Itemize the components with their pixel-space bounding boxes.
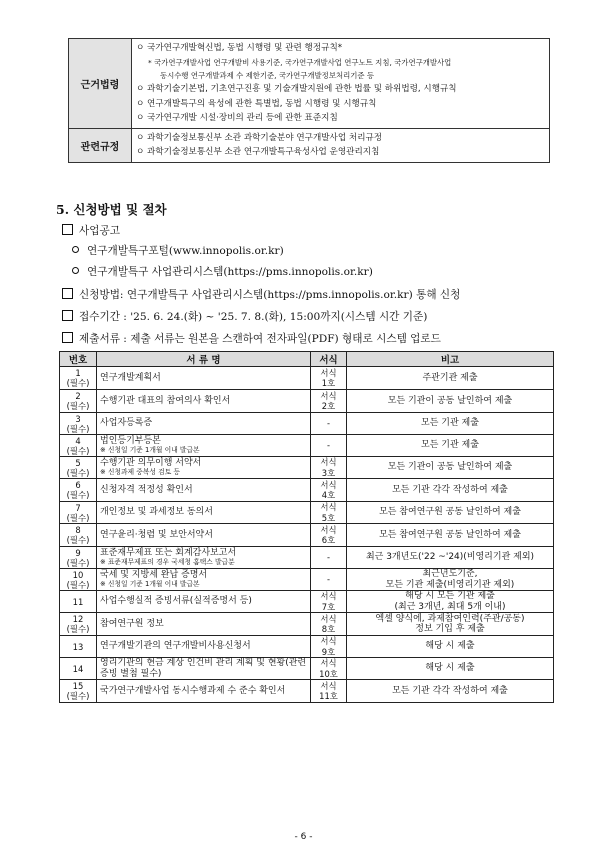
remark-line: 최근년도기준,	[422, 569, 478, 579]
document-name-text: 사업자등록증	[100, 418, 153, 429]
document-name	[97, 435, 311, 457]
form-cell	[311, 547, 347, 569]
table-row	[60, 413, 554, 435]
remark-cell	[347, 457, 554, 479]
checkbox-square-icon	[62, 288, 73, 299]
required-mark: (필수)	[66, 423, 90, 434]
law-line: 동시수행 연구개발과제 수 제한기준, 국가연구개발정보처리기준 등	[160, 70, 375, 80]
page-number: - 6 -	[294, 832, 313, 842]
remark-line: 최근 3개년도('22 ~'24)(비영리기관 제외)	[365, 552, 535, 563]
required-mark: (필수)	[66, 579, 90, 590]
document-name-text: 연구윤리·청렴 및 보안서약서	[100, 529, 213, 540]
header-name: 서 류 명	[97, 352, 311, 367]
form-number: 6호	[321, 535, 336, 545]
row-number-value: 8	[75, 525, 81, 535]
row-number	[60, 547, 97, 569]
law-row-head: 근거법령	[69, 39, 132, 129]
row-number-value: 10	[72, 569, 84, 580]
document-name	[97, 636, 311, 658]
document-name-text: 신청자격 적정성 확인서	[100, 484, 193, 495]
table-row	[60, 479, 554, 502]
remark-cell	[347, 569, 554, 591]
form-label: 서식	[320, 658, 337, 668]
document-name	[97, 658, 311, 680]
remark-line: 모든 기관 각각 작성하여 제출	[392, 685, 508, 696]
law-line: ㅇ 과학기술정보통신부 소관 연구개발특구육성사업 운영관리지침	[136, 147, 380, 158]
table-row	[60, 457, 554, 479]
remark-cell	[347, 435, 554, 457]
form-label: 서식	[320, 680, 337, 691]
document-note: ※ 표준재무제표의 경우 국세청 홈택스 발급분	[100, 558, 235, 567]
required-mark: (필수)	[66, 535, 90, 545]
remark-cell	[347, 413, 554, 435]
law-row-body	[132, 128, 550, 162]
form-label: 서식	[320, 390, 337, 401]
row-number	[60, 569, 97, 591]
remark-cell	[347, 658, 554, 680]
remark-line: 엑셀 양식에, 과제참여인력(주관/공동)	[375, 613, 525, 624]
row-number-value: 15	[72, 681, 84, 691]
document-name	[97, 502, 311, 524]
table-row	[60, 636, 554, 658]
required-mark: (필수)	[66, 401, 90, 411]
row-number-value: 2	[75, 391, 81, 401]
checkbox-square-icon	[62, 310, 73, 321]
remark-line: 모든 기관이 공동 날인하여 제출	[387, 462, 513, 473]
document-name	[97, 479, 311, 502]
remark-cell	[347, 680, 554, 703]
remark-line: 해당 시 제출	[425, 641, 475, 652]
remark-line: 해당 시 제출	[425, 663, 475, 674]
row-number	[60, 502, 97, 524]
section-title: 5. 신청방법 및 절차	[56, 202, 167, 217]
remark-line: 모든 참여연구원 공동 날인하여 제출	[379, 507, 521, 518]
row-number-value: 3	[75, 413, 81, 424]
form-label: 서식	[320, 479, 337, 490]
row-number	[60, 524, 97, 547]
form-cell	[311, 502, 347, 524]
remark-line: 모든 기관이 공동 날인하여 제출	[387, 395, 513, 406]
document-name-text: 연구개발계획서	[100, 372, 161, 383]
application-method: 신청방법: 연구개발특구 사업관리시스템(https://pms.innopolis.or.kr) 통해 신청	[62, 287, 460, 302]
document-name-text: 국가연구개발사업 동시수행과제 수 준수 확인서	[100, 685, 286, 696]
form-number: 7호	[321, 601, 336, 612]
document-name	[97, 413, 311, 435]
form-label: 서식	[320, 367, 337, 378]
table-row	[60, 569, 554, 591]
remark-line: 모든 기관 각각 작성하여 제출	[392, 484, 508, 495]
document-name-text: 수행기관 의무이행 서약서	[100, 457, 202, 468]
form-cell	[311, 435, 347, 457]
form-label: 서식	[320, 524, 337, 535]
remark-line: 주관기관 제출	[422, 372, 478, 383]
table-row	[60, 367, 554, 390]
remark-cell	[347, 479, 554, 502]
row-number-value: 11	[72, 596, 84, 607]
checkbox-square-icon	[62, 224, 73, 235]
row-number-value: 4	[75, 435, 81, 446]
row-number	[60, 435, 97, 457]
document-list-table	[59, 351, 554, 703]
form-cell	[311, 658, 347, 680]
document-name-text: 법인등기부등본	[100, 435, 161, 446]
table-row	[60, 591, 554, 613]
remark-line: (최근 3개년, 최대 5개 이내)	[394, 601, 506, 612]
application-period: 접수기간 : '25. 6. 24.(화) ~ '25. 7. 8.(화), 15:00까지(시스템 시간 기준)	[62, 309, 427, 324]
required-mark: (필수)	[66, 490, 90, 500]
row-number-value: 1	[75, 368, 81, 378]
document-name-text: 수행기관 대표의 참여의사 확인서	[100, 395, 231, 406]
form-number: 10호	[319, 668, 338, 679]
row-number	[60, 658, 97, 680]
required-mark: (필수)	[66, 467, 90, 478]
law-row-head: 관련규정	[69, 128, 132, 162]
law-line: * 국가연구개발사업 연구개발비 사용기준, 국가연구개발사업 연구노트 지침, 국가연구개발사업	[148, 57, 452, 67]
document-name	[97, 457, 311, 479]
form-label: -	[326, 552, 331, 563]
table-row	[60, 613, 554, 636]
legal-basis-table	[68, 38, 550, 163]
law-line: ㅇ 국가연구개발 시설·장비의 관리 등에 관한 표준지침	[136, 113, 338, 124]
remark-cell	[347, 591, 554, 613]
remark-line: 해당 시 모든 기관 제출	[405, 591, 495, 601]
circle-bullet-icon	[72, 267, 79, 274]
document-name-text: 참여연구원 정보	[100, 618, 164, 629]
form-cell	[311, 413, 347, 435]
law-row-body	[132, 39, 550, 129]
document-name-text: 개인정보 및 과세정보 동의서	[100, 507, 213, 518]
notice-item: 연구개발특구포털(www.innopolis.or.kr)	[72, 243, 284, 258]
header-form: 서식	[311, 352, 347, 367]
form-label: 서식	[320, 591, 337, 601]
law-row	[69, 128, 550, 162]
document-note: ※ 신청과제 중복성 검토 등	[100, 468, 180, 477]
row-number-value: 13	[72, 641, 84, 652]
table-row	[60, 547, 554, 569]
form-number: 1호	[321, 378, 336, 388]
document-name	[97, 547, 311, 569]
document-name	[97, 680, 311, 703]
document-name-text: 표준재무제표 또는 회계감사보고서	[100, 547, 237, 558]
form-label: 서식	[320, 502, 337, 512]
law-line: ㅇ 과학기술기본법, 기초연구진흥 및 기술개발지원에 관한 법률 및 하위법령, 시행규칙	[136, 84, 457, 94]
form-label: 서식	[320, 613, 337, 624]
required-mark: (필수)	[66, 557, 90, 568]
form-number: 3호	[321, 467, 336, 478]
remark-cell	[347, 636, 554, 658]
table-row	[60, 390, 554, 413]
document-name	[97, 569, 311, 591]
row-number-value: 14	[72, 663, 84, 674]
remark-cell	[347, 524, 554, 547]
remark-line: 모든 참여연구원 공동 날인하여 제출	[379, 529, 521, 540]
form-label: -	[326, 440, 331, 451]
row-number	[60, 636, 97, 658]
form-cell	[311, 569, 347, 591]
law-line: ㅇ 국가연구개발혁신법, 동법 시행령 및 관련 행정규칙*	[136, 43, 343, 53]
required-mark: (필수)	[66, 691, 90, 701]
table-row	[60, 680, 554, 703]
form-number: 4호	[321, 490, 336, 500]
row-number-value: 9	[75, 547, 81, 558]
document-name	[97, 613, 311, 636]
law-row	[69, 39, 550, 129]
form-number: 5호	[321, 512, 336, 523]
table-row	[60, 435, 554, 457]
form-cell	[311, 613, 347, 636]
table-header-row	[60, 352, 554, 367]
row-number-value: 12	[72, 614, 84, 624]
form-number: 2호	[321, 401, 336, 411]
table-row	[60, 502, 554, 524]
row-number	[60, 479, 97, 502]
header-remark: 비고	[347, 352, 554, 367]
remark-cell	[347, 613, 554, 636]
form-number: 9호	[321, 646, 336, 657]
remark-line: 모든 기관 제출(비영리기관 제외)	[385, 579, 515, 590]
document-name-text: 국세 및 지방세 완납 증명서	[100, 569, 208, 580]
form-label: -	[326, 574, 331, 585]
row-number	[60, 413, 97, 435]
document-note: ※ 신청일 기준 1개월 이내 발급본	[100, 580, 200, 589]
notice-heading: 사업공고	[62, 223, 120, 238]
remark-cell	[347, 502, 554, 524]
circle-bullet-icon	[72, 246, 79, 253]
remark-line: 모든 기관 제출	[421, 418, 479, 429]
header-no: 번호	[60, 352, 97, 367]
row-number	[60, 390, 97, 413]
document-name-text: 사업수행실적 증빙서류(실적증명서 등)	[100, 596, 252, 607]
form-cell	[311, 457, 347, 479]
law-line: ㅇ 연구개발특구의 육성에 관한 특별법, 동법 시행령 및 시행규칙	[136, 98, 377, 109]
law-line: ㅇ 과학기술정보통신부 소관 과학기술분야 연구개발사업 처리규정	[136, 132, 383, 143]
row-number	[60, 591, 97, 613]
row-number-value: 5	[75, 457, 81, 468]
remark-line: 모든 기관 제출	[421, 440, 479, 451]
notice-item: 연구개발특구 사업관리시스템(https://pms.innopolis.or.kr)	[72, 264, 373, 279]
form-cell	[311, 390, 347, 413]
row-number	[60, 680, 97, 703]
row-number	[60, 457, 97, 479]
document-name-text: 영리기관의 현금 계상 인건비 관리 계획 및 현황(관련 증빙 별첨 필수)	[100, 658, 307, 679]
row-number	[60, 613, 97, 636]
form-number: 8호	[321, 624, 336, 634]
document-name	[97, 367, 311, 390]
table-row	[60, 658, 554, 680]
document-note: ※ 신청일 기준 1개월 이내 발급본	[100, 446, 200, 455]
form-cell	[311, 524, 347, 547]
document-name	[97, 524, 311, 547]
remark-cell	[347, 390, 554, 413]
remark-cell	[347, 367, 554, 390]
form-cell	[311, 636, 347, 658]
submission-documents: 제출서류 : 제출 서류는 원본을 스캔하여 전자파일(PDF) 형태로 시스템 업로드	[62, 331, 441, 346]
form-label: 서식	[320, 457, 337, 467]
required-mark: (필수)	[66, 378, 90, 388]
form-cell	[311, 591, 347, 613]
table-row	[60, 524, 554, 547]
checkbox-square-icon	[62, 332, 73, 343]
required-mark: (필수)	[66, 512, 90, 523]
remark-line: 정보 기입 후 제출	[415, 624, 485, 634]
document-name-text: 연구개발기관의 연구개발비사용신청서	[100, 641, 251, 652]
document-name	[97, 591, 311, 613]
form-cell	[311, 479, 347, 502]
required-mark: (필수)	[66, 445, 90, 456]
row-number-value: 7	[75, 502, 81, 513]
remark-cell	[347, 547, 554, 569]
form-label: -	[326, 418, 331, 429]
document-name	[97, 390, 311, 413]
required-mark: (필수)	[66, 624, 90, 634]
form-label: 서식	[320, 636, 337, 646]
row-number-value: 6	[75, 480, 81, 490]
form-number: 11호	[319, 691, 338, 701]
row-number	[60, 367, 97, 390]
form-cell	[311, 680, 347, 703]
form-cell	[311, 367, 347, 390]
